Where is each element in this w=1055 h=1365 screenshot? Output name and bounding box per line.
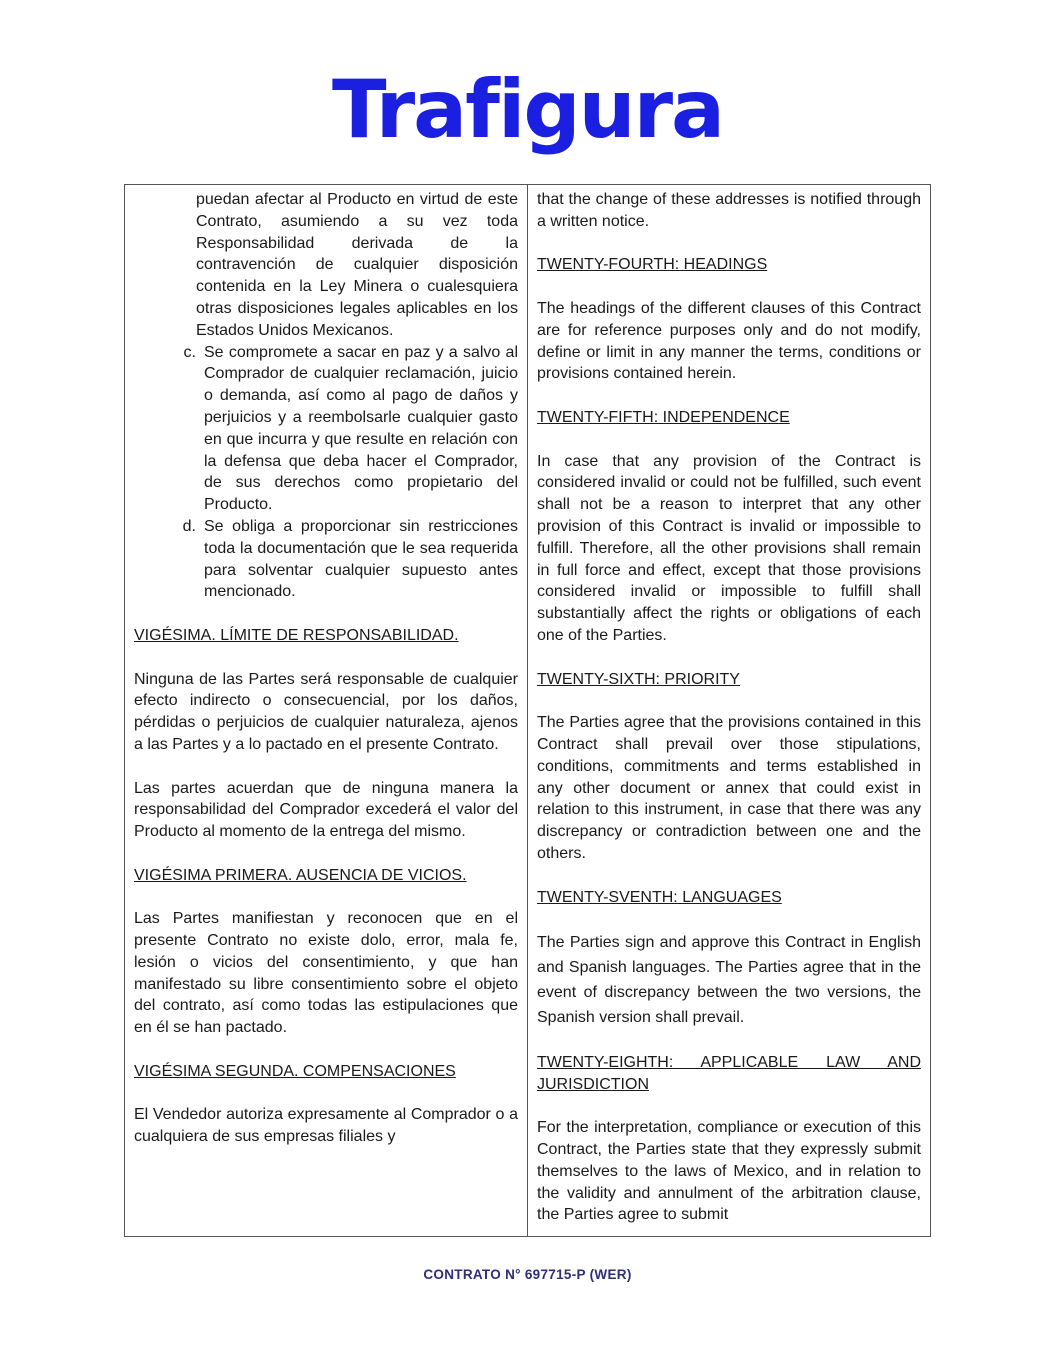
clause-heading-vigesima: VIGÉSIMA. LÍMITE DE RESPONSABILIDAD. — [134, 626, 459, 644]
paragraph: that the change of these addresses is notified through a written notice. — [537, 191, 921, 230]
clause-heading-vigesima-primera: VIGÉSIMA PRIMERA. AUSENCIA DE VICIOS. — [134, 866, 467, 884]
paragraph: Ninguna de las Partes será responsable de cualquier efecto indirecto o consecuencial, por los daños, pérdidas o perjuicios de cualquier naturaleza, ajenos a las Partes y a lo pactado en el presente Contrato. — [134, 670, 518, 753]
list-marker: c. — [183, 343, 196, 361]
clause-heading-twenty-fifth: TWENTY-FIFTH: INDEPENDENCE — [537, 408, 790, 426]
contract-number-footer: CONTRATO N° 697715-P (WER) — [423, 1267, 632, 1282]
clause-heading-twenty-fourth: TWENTY-FOURTH: HEADINGS — [537, 256, 768, 274]
english-column — [528, 185, 930, 1236]
clause-heading-vigesima-segunda: VIGÉSIMA SEGUNDA. COMPENSACIONES — [134, 1062, 456, 1080]
list-item-d — [134, 516, 518, 603]
paragraph: The headings of the different clauses of this Contract are for reference purposes only and do not modify, define or limit in any manner the terms, conditions or provisions contained herein. — [537, 299, 921, 383]
clause-heading-twenty-sixth: TWENTY-SIXTH: PRIORITY — [537, 670, 740, 688]
paragraph: puedan afectar al Producto en virtud de este Contrato, asumiendo a su vez toda Responsabilidad derivada de la contravención de cualquier disposición contenida en la Ley Minera o cualesquiera otras disposiciones legales aplicables en los Estados Unidos Mexicanos. — [196, 191, 518, 339]
paragraph: The Parties agree that the provisions contained in this Contract shall prevail over those stipulations, conditions, commitments and terms established in any other document or annex that could exist in relation to this instrument, in case that there was any discrepancy or contradiction between one and the others. — [537, 714, 921, 862]
clause-heading-twenty-seventh: TWENTY-SVENTH: LANGUAGES — [537, 888, 782, 906]
paragraph: For the interpretation, compliance or execution of this Contract, the Parties state that they expressly submit themselves to the laws of Mexico, and in relation to the validity and annulment of the arbitration clause, the Parties agree to submit — [537, 1119, 921, 1224]
paragraph: El Vendedor autoriza expresamente al Comprador o a cualquiera de sus empresas filiales y — [134, 1106, 518, 1146]
trafigura-logo: Trafigura — [331, 63, 724, 156]
continued-clause-text — [134, 189, 518, 342]
contract-two-column-table — [124, 184, 931, 1237]
spanish-column — [125, 185, 528, 1236]
list-item-text: Se compromete a sacar en paz y a salvo al Comprador de cualquier reclamación, juicio o demanda, así como al pago de daños y perjuicios y a reembolsarle cualquier gasto en que incurra y que resulte en relación con la defensa que deba hacer el Comprador, de sus derechos como propietario del Producto. — [204, 343, 518, 514]
list-item-c — [134, 342, 518, 516]
list-marker: d. — [182, 517, 196, 535]
list-item-text: Se obliga a proporcionar sin restricciones toda la documentación que le sea requerida para solventar cualquier supuesto antes mencionado. — [204, 517, 518, 601]
paragraph: Las partes acuerdan que de ninguna manera la responsabilidad del Comprador excederá el valor del Producto al momento de la entrega del mismo. — [134, 779, 518, 841]
paragraph: In case that any provision of the Contract is considered invalid or could not be fulfilled, such event shall not be a reason to interpret that any other provision of this Contract is invalid or impossible to fulfill. Therefore, all the other provisions shall remain in full force and effect, except that those provisions considered invalid or impossible to fulfill shall substantially affect the rights or obligations of each one of the Parties. — [537, 452, 921, 644]
clause-heading-twenty-eighth: TWENTY-EIGHTH: APPLICABLE LAW AND JURISDICTION — [537, 1053, 921, 1093]
paragraph: The Parties sign and approve this Contract in English and Spanish languages. The Parties agree that in the event of discrepancy between the two versions, the Spanish version shall prevail. — [537, 934, 921, 1027]
paragraph: Las Partes manifiestan y reconocen que en el presente Contrato no existe dolo, error, mala fe, lesión o vicios del consentimiento, y que han manifestado su libre consentimiento sobre el objeto del contrato, así como todas las estipulaciones que en él se han pactado. — [134, 910, 518, 1037]
